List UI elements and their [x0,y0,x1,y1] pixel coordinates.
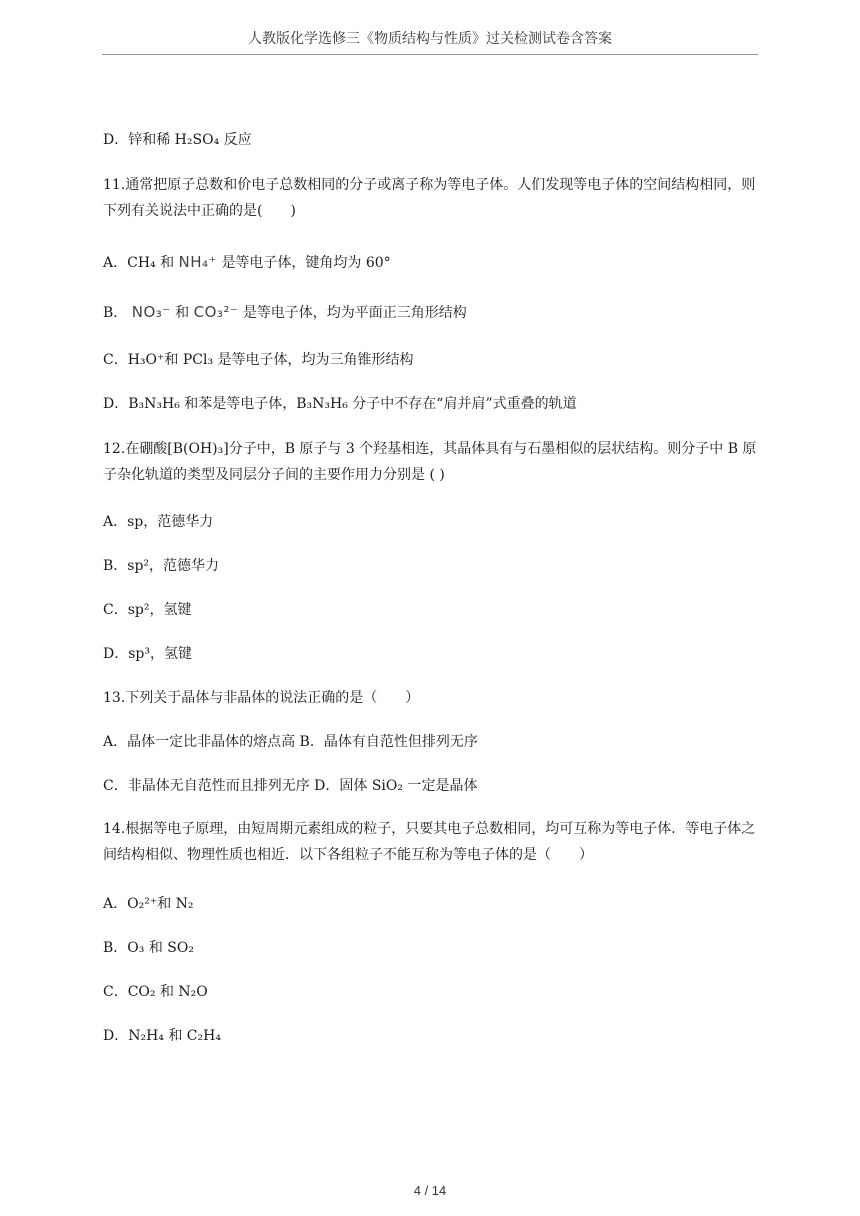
no3-formula-image: NO₃⁻ [131,303,171,321]
q13-options-ab: A．晶体一定比非晶体的熔点高 B．晶体有自范性但排列无序 [103,734,478,750]
q11-stem: 11.通常把原子总数和价电子总数相同的分子或离子称为等电子体。人们发现等电子体的空间结构相同，则下列有关说法中正确的是( ) [103,177,756,219]
q14-option-b: B．O₃ 和 SO₂ [103,940,194,956]
q13-options-cd: C．非晶体无自范性而且排列无序 D．固体 SiO₂ 一定是晶体 [103,778,478,794]
q11-option-c: C．H₃O⁺和 PCl₃ 是等电子体，均为三角锥形结构 [103,352,414,368]
q12-stem: 12.在硼酸[B(OH)₃]分子中，B 原子与 3 个羟基相连，其晶体具有与石墨相似的层状结构。则分子中 B 原子杂化轨道的类型及同层分子间的主要作用力分别是 ( ) [103,441,757,483]
page-number: 4 / 14 [413,1183,447,1198]
co3-formula-image: CO₃²⁻ [193,303,239,321]
q14-option-d: D．N₂H₄ 和 C₂H₄ [103,1028,221,1044]
q14-option-c: C．CO₂ 和 N₂O [103,984,208,1000]
q11-option-b: B． NO₃⁻ 和 CO₃²⁻ 是等电子体，均为平面正三角形结构 [103,303,467,321]
q11-option-a: A．CH₄ 和 NH₄⁺ 是等电子体，键角均为 60° [103,253,391,271]
q14-option-a: A．O₂²⁺和 N₂ [103,896,194,912]
q13-stem: 13.下列关于晶体与非晶体的说法正确的是（ ） [103,690,420,706]
q12-option-b: B．sp²，范德华力 [103,558,220,574]
page-header: 人教版化学选修三《物质结构与性质》过关检测试卷含答案 [102,28,758,55]
q12-option-d: D．sp³，氢键 [103,646,192,662]
q14-stem: 14.根据等电子原理，由短周期元素组成的粒子，只要其电子总数相同，均可互称为等电子体．等电子体之间结构相似、物理性质也相近．以下各组粒子不能互称为等电子体的是（ ） [103,821,756,863]
nh4-formula-image: NH₄⁺ [178,253,217,271]
q11-option-d: D．B₃N₃H₆ 和苯是等电子体，B₃N₃H₆ 分子中不存在“肩并肩”式重叠的轨道 [103,396,577,412]
q10-option-d: D．锌和稀 H₂SO₄ 反应 [103,132,252,148]
q12-option-a: A．sp，范德华力 [103,514,214,530]
q12-option-c: C．sp²，氢键 [103,602,192,618]
